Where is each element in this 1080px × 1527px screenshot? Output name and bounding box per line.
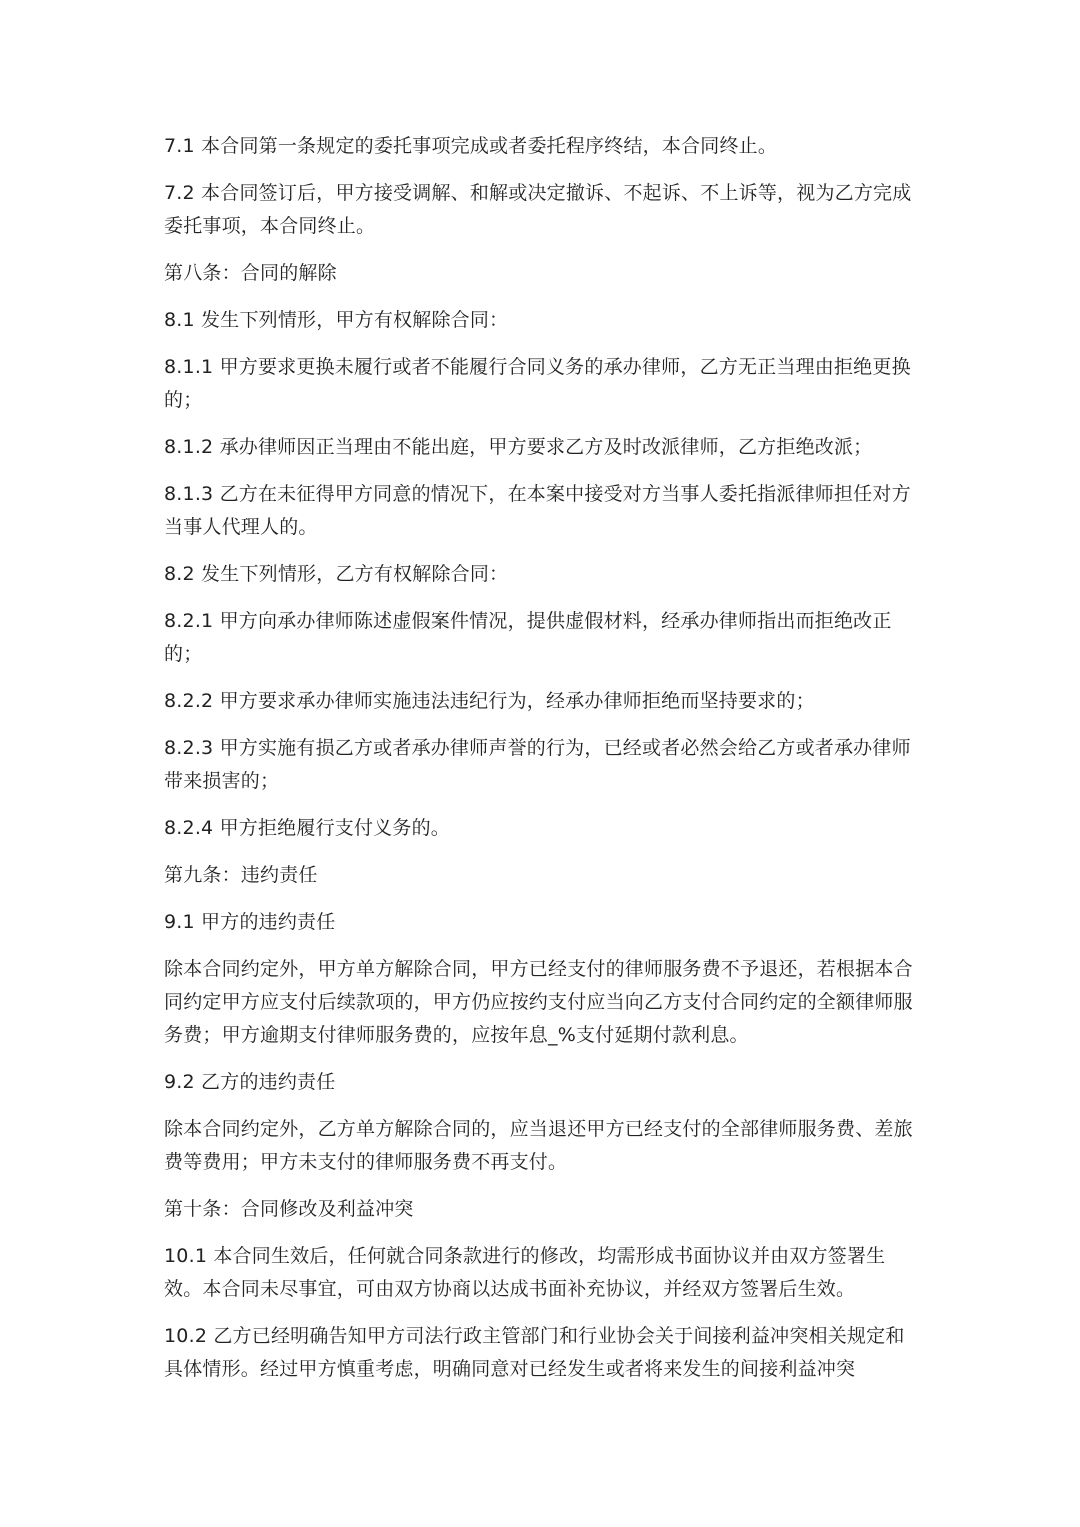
document-page [164,130,916,1400]
article-10-heading: 第十条：合同修改及利益冲突 [164,1198,414,1220]
clause-8-2-2: 8.2.2 甲方要求承办律师实施违法违纪行为，经承办律师拒绝而坚持要求的； [164,690,815,712]
clause-10-2: 10.2 乙方已经明确告知甲方司法行政主管部门和行业协会关于间接利益冲突相关规定和具体情形。经过甲方慎重考虑，明确同意对已经发生或者将来发生的间接利益冲突 [164,1325,905,1380]
clause-8-1: 8.1 发生下列情形，甲方有权解除合同： [164,309,509,331]
clause-7-2: 7.2 本合同签订后，甲方接受调解、和解或决定撤诉、不起诉、不上诉等，视为乙方完成委托事项，本合同终止。 [164,182,912,237]
clause-9-2-heading: 9.2 乙方的违约责任 [164,1071,336,1093]
clause-8-2-1: 8.2.1 甲方向承办律师陈述虚假案件情况，提供虚假材料，经承办律师指出而拒绝改正的； [164,610,892,665]
clause-9-1-body: 除本合同约定外，甲方单方解除合同，甲方已经支付的律师服务费不予退还，若根据本合同约定甲方应支付后续款项的，甲方仍应按约支付应当向乙方支付合同约定的全额律师服务费；甲方逾期支付律师服务费的，应按年息_%支付延期付款利息。 [164,958,913,1046]
article-8-heading: 第八条：合同的解除 [164,262,337,284]
clause-9-2-body: 除本合同约定外，乙方单方解除合同的，应当退还甲方已经支付的全部律师服务费、差旅费等费用；甲方未支付的律师服务费不再支付。 [164,1118,913,1173]
article-9-heading: 第九条：违约责任 [164,864,318,886]
clause-8-1-1: 8.1.1 甲方要求更换未履行或者不能履行合同义务的承办律师，乙方无正当理由拒绝更换的； [164,356,911,411]
clause-8-1-3: 8.1.3 乙方在未征得甲方同意的情况下，在本案中接受对方当事人委托指派律师担任对方当事人代理人的。 [164,483,911,538]
clause-10-1: 10.1 本合同生效后，任何就合同条款进行的修改，均需形成书面协议并由双方签署生效。本合同未尽事宜，可由双方协商以达成书面补充协议，并经双方签署后生效。 [164,1245,886,1300]
clause-8-2-4: 8.2.4 甲方拒绝履行支付义务的。 [164,817,450,839]
clause-8-1-2: 8.1.2 承办律师因正当理由不能出庭，甲方要求乙方及时改派律师，乙方拒绝改派； [164,436,873,458]
clause-8-2: 8.2 发生下列情形，乙方有权解除合同： [164,563,509,585]
clause-8-2-3: 8.2.3 甲方实施有损乙方或者承办律师声誉的行为，已经或者必然会给乙方或者承办律师带来损害的； [164,737,911,792]
clause-9-1-heading: 9.1 甲方的违约责任 [164,911,336,933]
clause-7-1: 7.1 本合同第一条规定的委托事项完成或者委托程序终结，本合同终止。 [164,135,778,157]
